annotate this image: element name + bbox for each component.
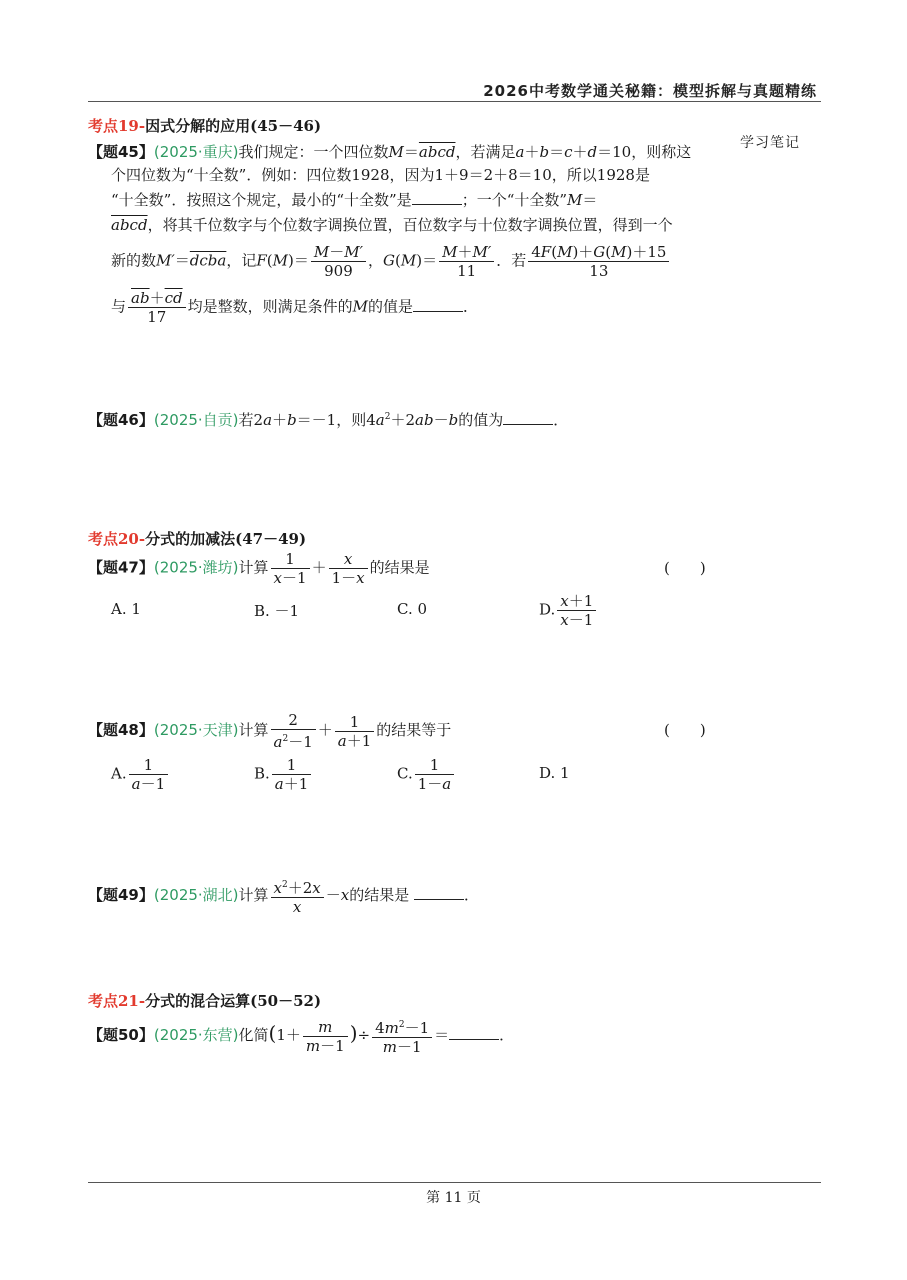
option-c[interactable]: C. 0 (397, 600, 428, 618)
q49-text: 的结果是 (349, 886, 410, 904)
q49-text: ． (464, 886, 480, 904)
fraction: $\frac{2}{a^2-1}$ (271, 711, 316, 751)
q45-text: 与 (111, 297, 127, 316)
fraction: $\frac{x^2+2x}{x}$ (271, 876, 324, 916)
section-prefix: 考点21- (88, 992, 146, 1010)
question-tag: 【题50】 (88, 1026, 154, 1044)
q45-text: ，将其千位数字与个位数字调换位置，百位数字与十位数字调换位置，得到一个 (147, 216, 673, 234)
footer-rule (88, 1182, 821, 1183)
answer-paren[interactable]: ( ) (664, 559, 706, 577)
q45-text: 新的数 (111, 251, 157, 270)
q45-text: ，若满足 (455, 143, 516, 161)
section-19-heading (88, 115, 321, 136)
section-20-heading (88, 528, 306, 549)
option-c[interactable] (397, 756, 456, 793)
q46-text: 若 (238, 411, 254, 429)
q46-text: 的值为 (458, 411, 504, 429)
q45-text: ， (368, 251, 384, 270)
q45-text: ；一个“十全数” (461, 191, 568, 209)
q45-line3: “十全数”．按照这个规定，最小的“十全数”是 ；一个“十全数”M＝ (111, 191, 598, 209)
question-tag: 【题46】 (88, 411, 154, 429)
q49-text: 计算 (238, 886, 269, 904)
option-label: D. (539, 600, 556, 619)
option-d[interactable] (539, 592, 598, 629)
section-range: (47－49) (235, 530, 307, 548)
answer-blank[interactable] (449, 1025, 499, 1040)
answer-blank[interactable] (414, 885, 464, 900)
q50-text: ． (499, 1026, 515, 1044)
page-number: 第 11 页 (426, 1190, 481, 1206)
fraction: $\frac{x+1}{x-1}$ (557, 592, 596, 629)
answer-blank[interactable] (412, 190, 462, 205)
q45-text: ．若 (496, 251, 527, 270)
q49: 【题49】(2025·湖北)计算 $\frac{x^2+2x}{x}$ －x的结果是 ． (88, 876, 479, 916)
section-title: 因式分解的应用 (145, 117, 251, 135)
option-label: C. (397, 764, 413, 783)
q45-text: 的值是 (367, 297, 413, 316)
q50: 【题50】(2025·东营)化简(1＋ $\frac{m}{m-1}$ )÷ $\frac{4m^2-1}{m-1}$ ＝ ． (88, 1017, 515, 1056)
section-prefix: 考点19- (88, 117, 146, 135)
option-label: A. (111, 764, 127, 783)
fraction: $\frac{4F(M)+G(M)+15}{13}$ (528, 243, 669, 280)
fraction: $\frac{1}{x-1}$ (271, 550, 310, 587)
q45-text: 均是整数，则满足条件的 (187, 297, 353, 316)
option-a[interactable] (111, 756, 170, 793)
question-tag: 【题49】 (88, 886, 154, 904)
fraction: $\frac{1}{a+1}$ (335, 713, 375, 750)
fraction: $\frac{M+M'}{11}$ (439, 243, 494, 280)
fraction: $\frac{1}{a+1}$ (272, 756, 312, 793)
q46: 【题46】(2025·自贡)若2a＋b＝－1，则$4a^2+2ab-b$的值为 ． (88, 411, 569, 429)
fraction: $\frac{m}{m-1}$ (303, 1018, 348, 1055)
q45-line6: 与 $\frac{\overline{ab}+\overline{cd}}{17}$ 均是整数，则满足条件的M的值是 ． (111, 289, 478, 326)
option-b[interactable] (254, 756, 313, 793)
option-d[interactable]: D. 1 (539, 764, 570, 782)
option-a[interactable]: A. 1 (111, 600, 141, 618)
question-source: (2025·东营) (153, 1026, 239, 1044)
answer-blank[interactable] (413, 297, 463, 312)
study-notes-label: 学习笔记 (740, 135, 800, 151)
q46-text: ． (553, 411, 569, 429)
fraction: $\frac{x}{1-x}$ (329, 550, 368, 587)
header-title: 2026中考数学通关秘籍：模型拆解与真题精练 (483, 82, 817, 100)
q50-text: 化简 (238, 1026, 269, 1044)
section-prefix: 考点20- (88, 530, 146, 548)
q45-line2: 个四位数为“十全数”．例如：四位数1928，因为1＋9＝2＋8＝10，所以1928是 (111, 166, 650, 184)
question-source: (2025·自贡) (153, 411, 239, 429)
q45-text: ，记 (226, 251, 257, 270)
question-tag: 【题45】 (88, 143, 154, 161)
q48: 【题48】(2025·天津)计算 $\frac{2}{a^2-1}$ ＋ $\frac{1}{a+1}$ 的结果等于 (88, 711, 452, 751)
question-tag: 【题48】 (88, 721, 154, 739)
section-21-heading (88, 990, 321, 1011)
question-source: (2025·天津) (153, 721, 239, 739)
option-b[interactable]: B. －1 (254, 602, 300, 620)
question-source: (2025·潍坊) (153, 558, 239, 577)
q48-text: 计算 (238, 721, 269, 739)
section-range: (45－46) (250, 117, 322, 135)
q45-line1: 【题45】(2025·重庆)我们规定：一个四位数M＝abcd，若满足a＋b＝c＋d＝10，则称这 (88, 143, 692, 161)
answer-blank[interactable] (503, 410, 553, 425)
option-label: B. (254, 764, 270, 783)
q46-text: ，则 (336, 411, 367, 429)
q45-text: ，则称这 (631, 143, 692, 161)
fraction: $\frac{4m^2-1}{m-1}$ (372, 1016, 432, 1056)
q48-text: 的结果等于 (376, 721, 452, 739)
section-range: (50－52) (250, 992, 322, 1010)
question-source: (2025·湖北) (153, 886, 239, 904)
fraction: $\frac{\overline{ab}+\overline{cd}}{17}$ (128, 289, 186, 326)
q45-line4: abcd，将其千位数字与个位数字调换位置，百位数字与十位数字调换位置，得到一个 (111, 216, 673, 234)
q47: 【题47】(2025·潍坊)计算 $\frac{1}{x-1}$ ＋ $\frac{x}{1-x}$ 的结果是 (88, 550, 430, 587)
section-title: 分式的加减法 (145, 530, 236, 548)
header-rule (88, 101, 821, 102)
question-source: (2025·重庆) (153, 143, 239, 161)
q47-text: 计算 (238, 558, 269, 577)
q45-text: “十全数”．按照这个规定，最小的“十全数”是 (111, 191, 412, 209)
section-title: 分式的混合运算 (145, 992, 251, 1010)
fraction: $\frac{M-M'}{909}$ (311, 243, 366, 280)
answer-paren[interactable]: ( ) (664, 721, 706, 739)
fraction: $\frac{1}{1-a}$ (415, 756, 455, 793)
fraction: $\frac{1}{a-1}$ (129, 756, 169, 793)
q45-text: 我们规定：一个四位数 (238, 143, 389, 161)
q47-text: 的结果是 (369, 558, 430, 577)
q45-text: ． (462, 297, 478, 316)
question-tag: 【题47】 (88, 558, 154, 577)
q45-line5: 新的数M′＝dcba，记F(M)＝ $\frac{M-M'}{909}$ ，G(M)＝ $\frac{M+M'}{11}$ ．若 $\frac{4F(M)+G(M)+15}{13}$ (111, 243, 671, 280)
